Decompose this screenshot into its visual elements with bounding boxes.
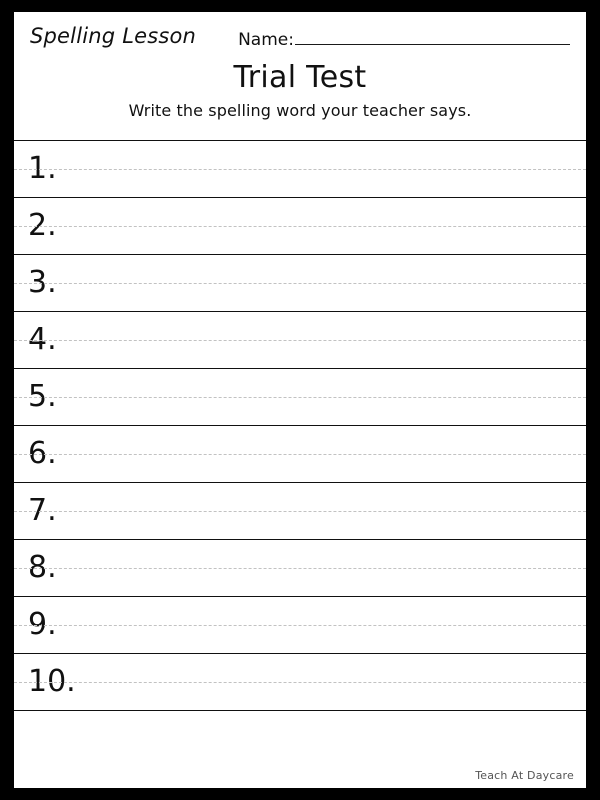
header-top-row (30, 20, 570, 50)
answer-row[interactable] (14, 426, 586, 483)
row-guideline (14, 169, 586, 170)
row-number: 1. (28, 151, 57, 186)
row-guideline (14, 568, 586, 569)
answer-rows (14, 140, 586, 711)
page-title: Trial Test (233, 60, 367, 95)
row-number: 7. (28, 493, 57, 528)
row-number: 5. (28, 379, 57, 414)
footer-credit: Teach At Daycare (475, 769, 574, 782)
row-guideline (14, 511, 586, 512)
answer-row[interactable] (14, 654, 586, 711)
row-guideline (14, 340, 586, 341)
row-number: 9. (28, 607, 57, 642)
answer-row[interactable] (14, 312, 586, 369)
row-guideline (14, 682, 586, 683)
answer-row[interactable] (14, 483, 586, 540)
row-number: 10. (28, 664, 76, 699)
row-number: 6. (28, 436, 57, 471)
row-number: 2. (28, 208, 57, 243)
worksheet-sheet (14, 12, 586, 788)
instructions-text: Write the spelling word your teacher says. (128, 101, 472, 120)
answer-row[interactable] (14, 369, 586, 426)
lesson-title: Spelling Lesson (30, 24, 197, 48)
row-guideline (14, 226, 586, 227)
row-number: 3. (28, 265, 57, 300)
worksheet-header (14, 12, 586, 140)
row-guideline (14, 283, 586, 284)
row-guideline (14, 625, 586, 626)
answer-row[interactable] (14, 255, 586, 312)
answer-row[interactable] (14, 141, 586, 198)
answer-row[interactable] (14, 597, 586, 654)
row-guideline (14, 397, 586, 398)
row-number: 4. (28, 322, 57, 357)
name-input-line[interactable] (295, 43, 570, 45)
row-guideline (14, 454, 586, 455)
answer-row[interactable] (14, 540, 586, 597)
name-label: Name: (238, 30, 294, 50)
answer-row[interactable] (14, 198, 586, 255)
name-block (238, 30, 570, 50)
row-number: 8. (28, 550, 57, 585)
